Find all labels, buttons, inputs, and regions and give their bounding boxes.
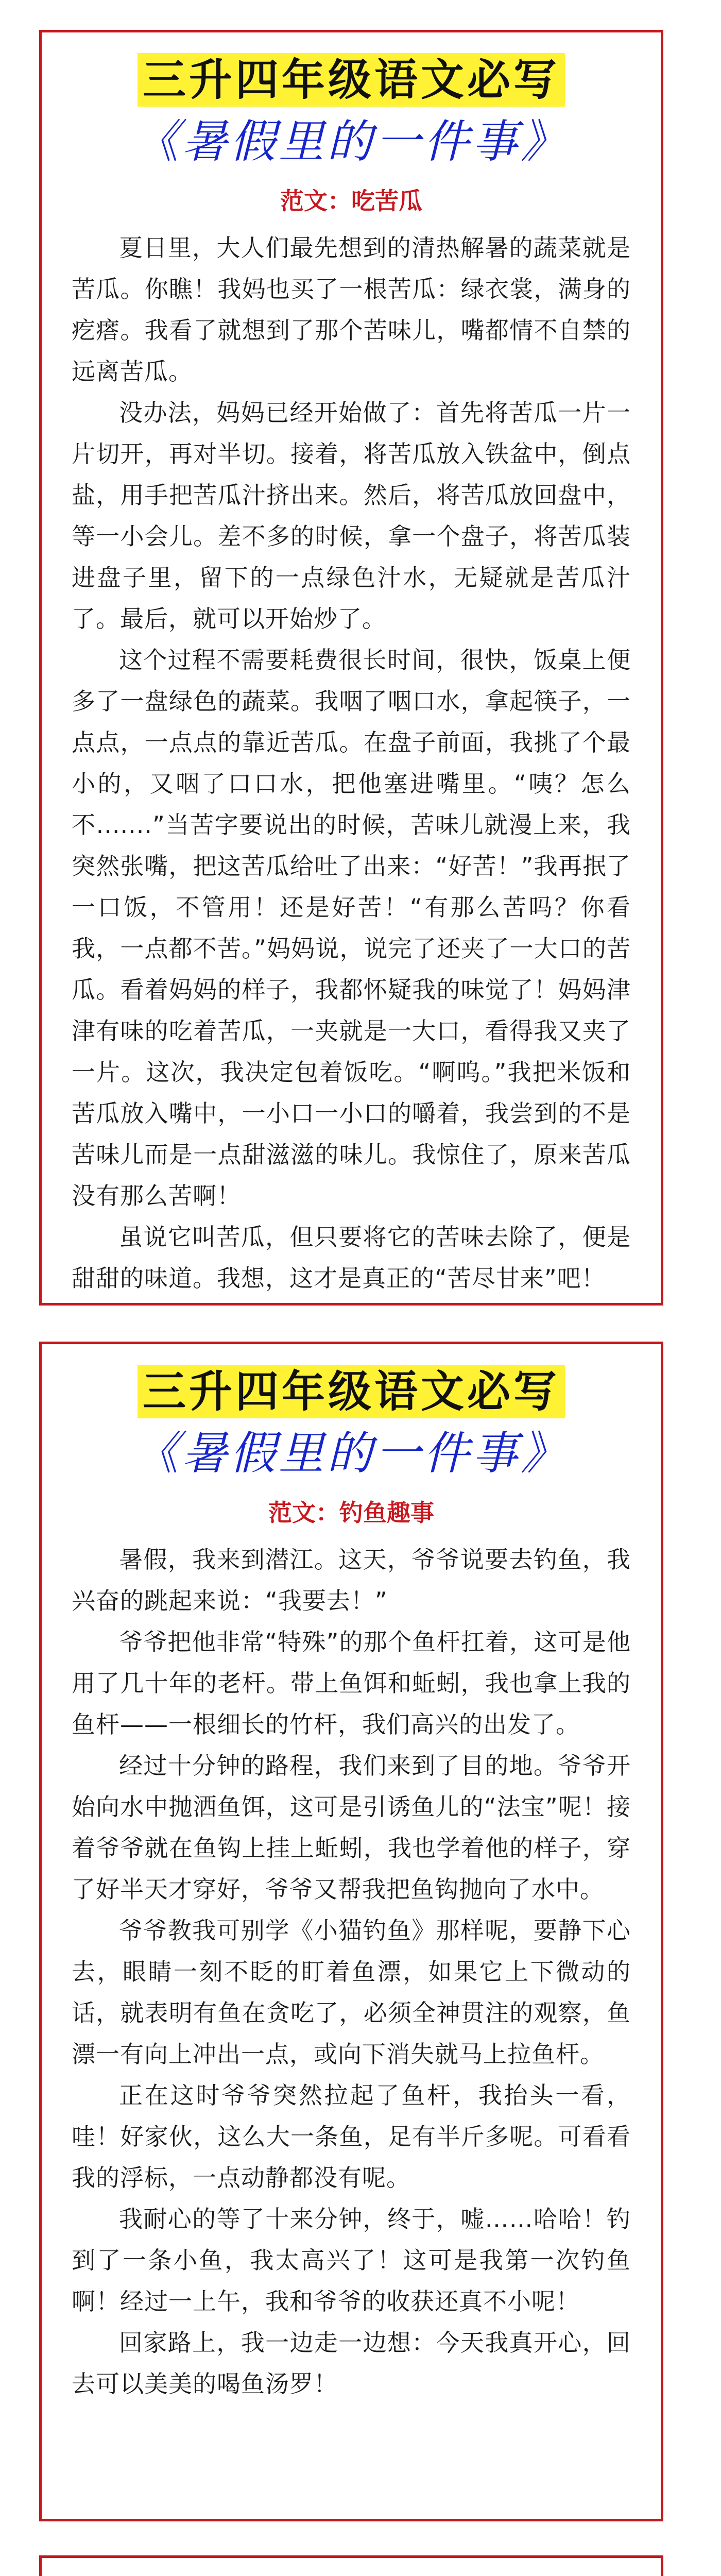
paragraph: 正在这时爷爷突然拉起了鱼杆，我抬头一看，哇！好家伙，这么大一条鱼，足有半斤多呢。可看看我的浮标，一点动静都没有呢。 [72,2081,631,2192]
essay-card-1 [39,30,663,1306]
series-title-wrap [72,53,631,107]
series-title: 三升四年级语文必写 [138,53,565,107]
essay-title: 《暑假里的一件事》 [133,115,569,168]
paragraph: 暑假，我来到潜江。这天，爷爷说要去钓鱼，我兴奋的跳起来说：“我要去！” [72,1546,631,1615]
paragraph: 夏日里，大人们最先想到的清热解暑的蔬菜就是苦瓜。你瞧！我妈也买了一根苦瓜：绿衣裳，满身的疙瘩。我看了就想到了那个苦味儿，嘴都情不自禁的远离苦瓜。 [72,234,631,385]
paragraph: 没办法，妈妈已经开始做了：首先将苦瓜一片一片切开，再对半切。接着，将苦瓜放入铁盆中，倒点盐，用手把苦瓜汁挤出来。然后，将苦瓜放回盘中，等一小会儿。差不多的时候，拿一个盘子，将苦瓜装进盘子里，留下的一点绿色汁水，无疑就是苦瓜汁了。最后，就可以开始炒了。 [72,399,631,633]
paragraph: 爷爷把他非常“特殊”的那个鱼杆扛着，这可是他用了几十年的老杆。带上鱼饵和蚯蚓，我也拿上我的鱼杆——一根细长的竹杆，我们高兴的出发了。 [72,1628,631,1738]
paragraph: 这个过程不需要耗费很长时间，很快，饭桌上便多了一盘绿色的蔬菜。我咽了咽口水，拿起筷子，一点点，一点点的靠近苦瓜。在盘子前面，我挑了个最小的，又咽了口口水，把他塞进嘴里。“咦？怎么不.......”当苦字要说出的时候，苦味儿就漫上来，我突然张嘴，把这苦瓜给吐了出来：“好苦！”我再抿了一口饭，不管用！还是好苦！“有那么苦吗？你看我，一点都不苦。”妈妈说，说完了还夹了一大口的苦瓜。看着妈妈的样子，我都怀疑我的味觉了！妈妈津津有味的吃着苦瓜，一夹就是一大口，看得我又夹了一片。这次，我决定包着饭吃。“啊呜。”我把米饭和苦瓜放入嘴中，一小口一小口的嚼着，我尝到的不是苦味儿而是一点甜滋滋的味儿。我惊住了，原来苦瓜没有那么苦啊！ [72,646,631,1210]
essay-card-2 [39,1342,663,2521]
paragraph: 回家路上，我一边走一边想：今天我真开心，回去可以美美的喝鱼汤罗！ [72,2329,631,2398]
essay-card-3 [39,2555,663,2576]
essay-subtitle: 范文：钓鱼趣事 [268,1499,434,1527]
paragraph: 爷爷教我可别学《小猫钓鱼》那样呢，要静下心去，眼睛一刻不眨的盯着鱼漂，如果它上下微动的话，就表明有鱼在贪吃了，必须全神贯注的观察，鱼漂一有向上冲出一点，或向下消失就马上拉鱼杆。 [72,1917,631,2068]
series-title-wrap [72,1365,631,1418]
paragraph: 虽说它叫苦瓜，但只要将它的苦味去除了，便是甜甜的味道。我想，这才是真正的“苦尽甘来”吧！ [72,1223,631,1292]
paragraph: 我耐心的等了十来分钟，终于，嘘……哈哈！钓到了一条小鱼，我太高兴了！这可是我第一次钓鱼啊！经过一上午，我和爷爷的收获还真不小呢！ [72,2205,631,2315]
paragraph: 经过十分钟的路程，我们来到了目的地。爷爷开始向水中抛洒鱼饵，这可是引诱鱼儿的“法宝”呢！接着爷爷就在鱼钩上挂上蚯蚓，我也学着他的样子，穿了好半天才穿好，爷爷又帮我把鱼钩抛向了水中。 [72,1752,631,1903]
series-title: 三升四年级语文必写 [138,1365,565,1418]
essay-subtitle: 范文：吃苦瓜 [280,187,422,215]
essay-title: 《暑假里的一件事》 [133,1427,569,1480]
